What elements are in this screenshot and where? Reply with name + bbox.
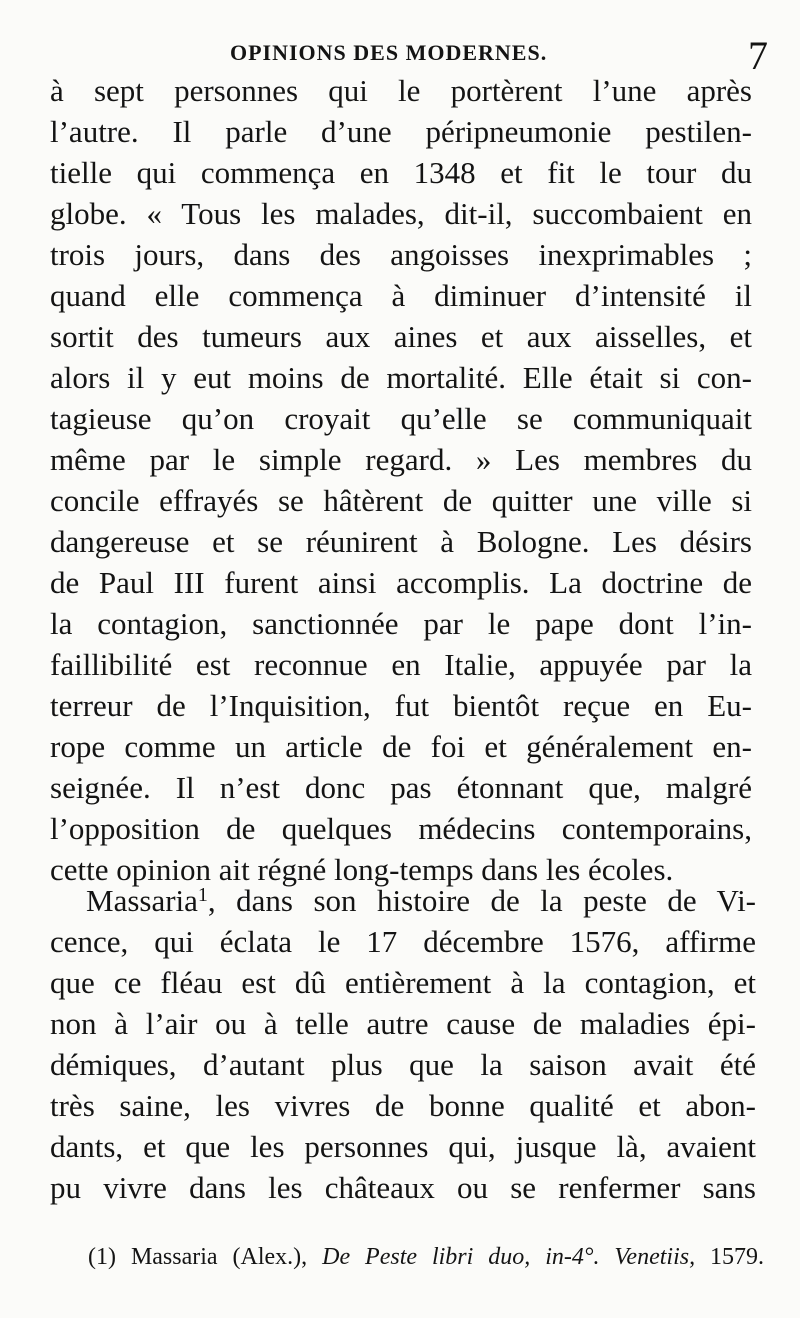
text-line: tagieuse qu’on croyait qu’elle se communiquait — [50, 401, 752, 436]
footnote — [88, 1244, 764, 1271]
text-line: faillibilité est reconnue en Italie, appuyée par la — [50, 647, 752, 682]
text-line: dangereuse et se réunirent à Bologne. Les désirs — [50, 524, 752, 559]
text-line: dants, et que les personnes qui, jusque là, avaient — [50, 1129, 756, 1164]
text-line: l’opposition de quelques médecins contemporains, — [50, 811, 752, 846]
text-line: de Paul III furent ainsi accomplis. La doctrine de — [50, 565, 752, 600]
text-line: cence, qui éclata le 17 décembre 1576, affirme — [50, 924, 756, 959]
text-line: terreur de l’Inquisition, fut bientôt reçue en Eu- — [50, 688, 752, 723]
footnote-format: in-4°. — [545, 1244, 600, 1270]
text-line: tielle qui commença en 1348 et fit le tour du — [50, 155, 752, 190]
text-line: la contagion, sanctionnée par le pape dont l’in- — [50, 606, 752, 641]
text-line: très saine, les vivres de bonne qualité et abon- — [50, 1088, 756, 1123]
text-line: l’autre. Il parle d’une péripneumonie pestilen- — [50, 114, 752, 149]
text-line: que ce fléau est dû entièrement à la contagion, et — [50, 965, 756, 1000]
text-line-first — [50, 880, 756, 921]
footnote-title: De Peste libri duo, — [322, 1244, 531, 1270]
text-line: trois jours, dans des angoisses inexprimables ; — [50, 237, 752, 272]
footnote-reference[interactable]: 1 — [197, 884, 208, 906]
footnote-year: 1579. — [710, 1244, 765, 1270]
text-line: globe. « Tous les malades, dit-il, succombaient en — [50, 196, 752, 231]
paragraph-massaria — [50, 880, 756, 1208]
first-line-rest: , dans son histoire de la peste de Vi- — [207, 883, 756, 918]
text-line: rope comme un article de foi et généralement en- — [50, 729, 752, 764]
text-line: sortit des tumeurs aux aines et aux aisselles, et — [50, 319, 752, 354]
footnote-place: Venetiis, — [614, 1244, 696, 1270]
text-line: cette opinion ait régné long-temps dans les écoles. — [50, 852, 674, 887]
page-number: 7 — [748, 33, 768, 78]
paragraph-continued — [50, 70, 752, 890]
text-line: seignée. Il n’est donc pas étonnant que, malgré — [50, 770, 752, 805]
footnote-author: Massaria (Alex.), — [130, 1244, 308, 1270]
text-line: pu vivre dans les châteaux ou se renfermer sans — [50, 1170, 756, 1205]
running-title: OPINIONS DES MODERNES. — [230, 40, 548, 65]
text-line: concile effrayés se hâtèrent de quitter une ville si — [50, 483, 752, 518]
footnote-marker: (1) — [88, 1244, 116, 1270]
text-line: à sept personnes qui le portèrent l’une après — [50, 73, 752, 108]
first-word: Massaria — [86, 883, 198, 918]
text-line: non à l’air ou à telle autre cause de maladies épi- — [50, 1006, 756, 1041]
text-line: même par le simple regard. » Les membres du — [50, 442, 752, 477]
text-line: quand elle commença à diminuer d’intensité il — [50, 278, 752, 313]
text-line: alors il y eut moins de mortalité. Elle était si con- — [50, 360, 752, 395]
text-line: démiques, d’autant plus que la saison avait été — [50, 1047, 756, 1082]
